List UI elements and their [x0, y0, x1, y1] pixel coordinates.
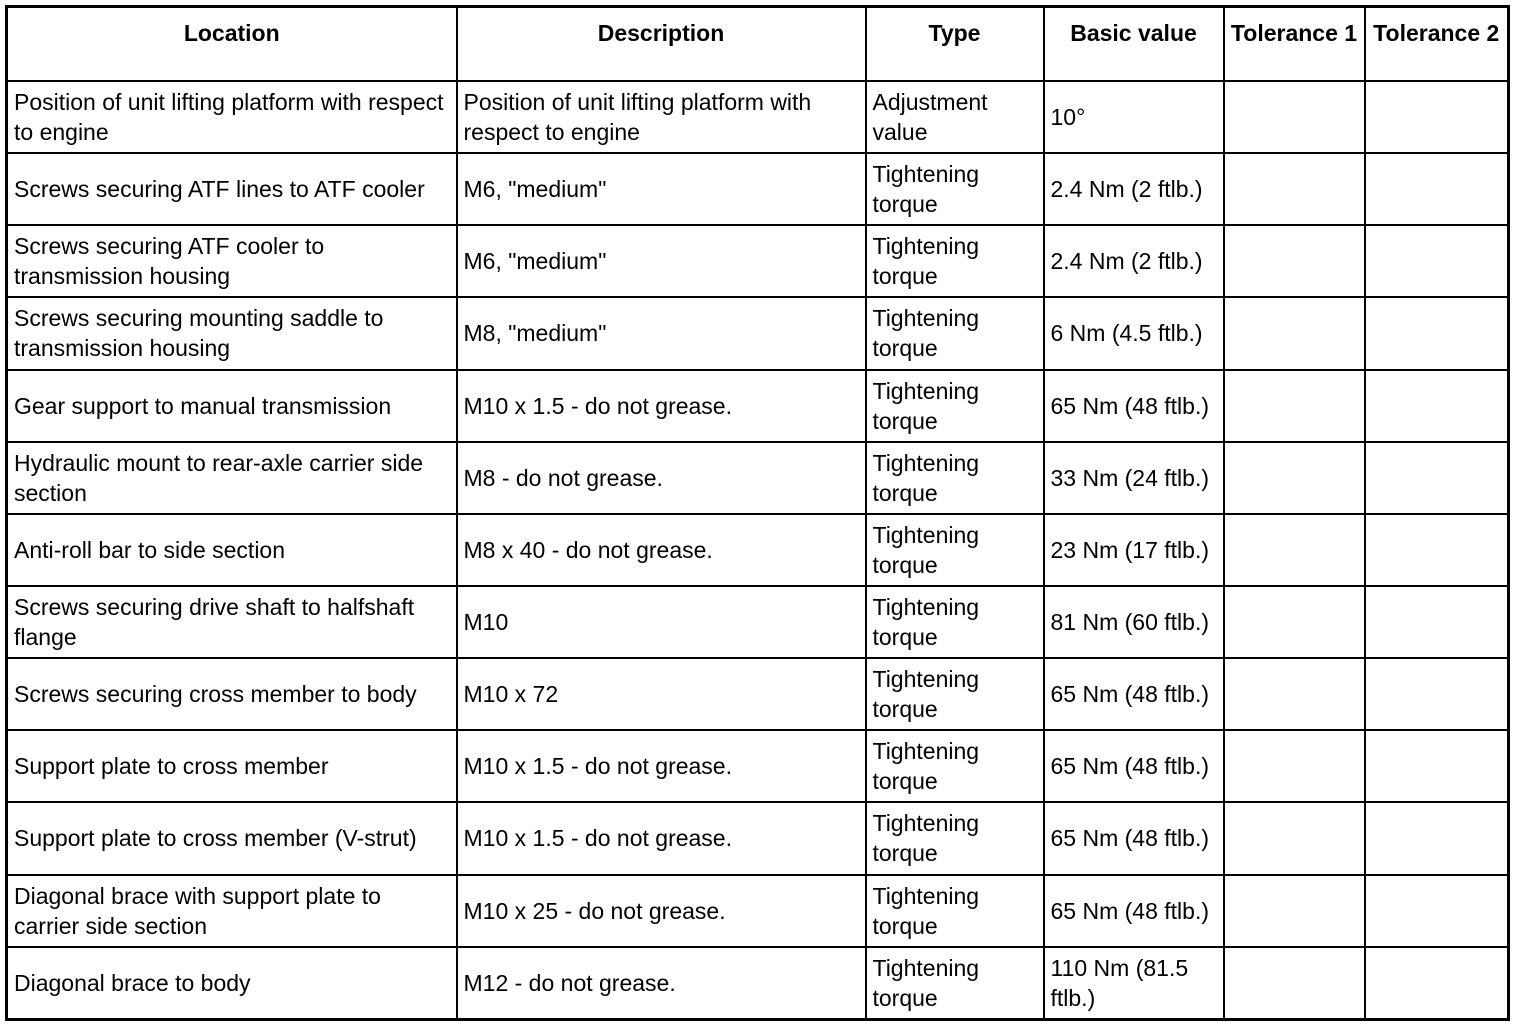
cell-tolerance-1 — [1224, 730, 1365, 802]
cell-description: M6, "medium" — [457, 225, 866, 297]
table-row — [7, 730, 1509, 802]
cell-location: Screws securing mounting saddle to transmission housing — [7, 297, 457, 369]
cell-description: M8 x 40 - do not grease. — [457, 514, 866, 586]
cell-tolerance-2 — [1365, 514, 1509, 586]
cell-description: Position of unit lifting platform with respect to engine — [457, 81, 866, 153]
cell-type: Tightening torque — [866, 153, 1044, 225]
cell-tolerance-1 — [1224, 514, 1365, 586]
specification-table — [5, 5, 1510, 1021]
cell-basic-value: 65 Nm (48 ftlb.) — [1044, 370, 1224, 442]
cell-tolerance-2 — [1365, 802, 1509, 874]
cell-description: M12 - do not grease. — [457, 947, 866, 1020]
cell-tolerance-2 — [1365, 947, 1509, 1020]
cell-tolerance-1 — [1224, 658, 1365, 730]
table-row — [7, 370, 1509, 442]
cell-type: Tightening torque — [866, 875, 1044, 947]
cell-tolerance-2 — [1365, 370, 1509, 442]
header-row — [7, 7, 1509, 82]
table-body — [7, 81, 1509, 1020]
cell-tolerance-1 — [1224, 802, 1365, 874]
cell-tolerance-2 — [1365, 297, 1509, 369]
cell-tolerance-1 — [1224, 81, 1365, 153]
cell-basic-value: 33 Nm (24 ftlb.) — [1044, 442, 1224, 514]
cell-basic-value: 81 Nm (60 ftlb.) — [1044, 586, 1224, 658]
cell-location: Hydraulic mount to rear-axle carrier side section — [7, 442, 457, 514]
cell-type: Tightening torque — [866, 514, 1044, 586]
header-location: Location — [7, 7, 457, 82]
cell-type: Tightening torque — [866, 442, 1044, 514]
cell-location: Screws securing drive shaft to halfshaft flange — [7, 586, 457, 658]
cell-basic-value: 65 Nm (48 ftlb.) — [1044, 658, 1224, 730]
table-row — [7, 802, 1509, 874]
cell-type: Tightening torque — [866, 297, 1044, 369]
cell-tolerance-1 — [1224, 586, 1365, 658]
table-row — [7, 514, 1509, 586]
cell-tolerance-1 — [1224, 297, 1365, 369]
cell-location: Diagonal brace to body — [7, 947, 457, 1020]
cell-tolerance-1 — [1224, 442, 1365, 514]
cell-tolerance-2 — [1365, 225, 1509, 297]
cell-location: Diagonal brace with support plate to carrier side section — [7, 875, 457, 947]
header-tolerance-2: Tolerance 2 — [1365, 7, 1509, 82]
cell-basic-value: 23 Nm (17 ftlb.) — [1044, 514, 1224, 586]
cell-tolerance-1 — [1224, 875, 1365, 947]
cell-location: Position of unit lifting platform with respect to engine — [7, 81, 457, 153]
cell-basic-value: 6 Nm (4.5 ftlb.) — [1044, 297, 1224, 369]
table-row — [7, 153, 1509, 225]
cell-tolerance-1 — [1224, 947, 1365, 1020]
cell-tolerance-2 — [1365, 875, 1509, 947]
header-description: Description — [457, 7, 866, 82]
cell-location: Support plate to cross member (V-strut) — [7, 802, 457, 874]
table-row — [7, 81, 1509, 153]
header-basic-value: Basic value — [1044, 7, 1224, 82]
table-row — [7, 297, 1509, 369]
cell-type: Adjustment value — [866, 81, 1044, 153]
cell-type: Tightening torque — [866, 730, 1044, 802]
cell-basic-value: 110 Nm (81.5 ftlb.) — [1044, 947, 1224, 1020]
cell-type: Tightening torque — [866, 947, 1044, 1020]
table-row — [7, 658, 1509, 730]
cell-description: M8, "medium" — [457, 297, 866, 369]
cell-tolerance-1 — [1224, 225, 1365, 297]
cell-tolerance-2 — [1365, 658, 1509, 730]
cell-tolerance-2 — [1365, 81, 1509, 153]
table-row — [7, 225, 1509, 297]
header-tolerance-1: Tolerance 1 — [1224, 7, 1365, 82]
table-row — [7, 875, 1509, 947]
table-row — [7, 586, 1509, 658]
cell-description: M10 x 25 - do not grease. — [457, 875, 866, 947]
cell-description: M10 x 1.5 - do not grease. — [457, 802, 866, 874]
cell-type: Tightening torque — [866, 225, 1044, 297]
cell-location: Anti-roll bar to side section — [7, 514, 457, 586]
cell-description: M8 - do not grease. — [457, 442, 866, 514]
cell-location: Screws securing cross member to body — [7, 658, 457, 730]
cell-tolerance-2 — [1365, 153, 1509, 225]
cell-description: M10 x 72 — [457, 658, 866, 730]
cell-description: M10 — [457, 586, 866, 658]
cell-basic-value: 10° — [1044, 81, 1224, 153]
cell-type: Tightening torque — [866, 586, 1044, 658]
cell-type: Tightening torque — [866, 370, 1044, 442]
cell-basic-value: 2.4 Nm (2 ftlb.) — [1044, 225, 1224, 297]
cell-tolerance-2 — [1365, 586, 1509, 658]
cell-location: Gear support to manual transmission — [7, 370, 457, 442]
cell-basic-value: 65 Nm (48 ftlb.) — [1044, 802, 1224, 874]
cell-type: Tightening torque — [866, 802, 1044, 874]
cell-location: Screws securing ATF cooler to transmission housing — [7, 225, 457, 297]
cell-tolerance-2 — [1365, 730, 1509, 802]
cell-tolerance-1 — [1224, 370, 1365, 442]
cell-type: Tightening torque — [866, 658, 1044, 730]
cell-location: Support plate to cross member — [7, 730, 457, 802]
cell-tolerance-2 — [1365, 442, 1509, 514]
table-row — [7, 442, 1509, 514]
cell-tolerance-1 — [1224, 153, 1365, 225]
table-row — [7, 947, 1509, 1020]
cell-basic-value: 2.4 Nm (2 ftlb.) — [1044, 153, 1224, 225]
cell-location: Screws securing ATF lines to ATF cooler — [7, 153, 457, 225]
cell-description: M10 x 1.5 - do not grease. — [457, 370, 866, 442]
cell-basic-value: 65 Nm (48 ftlb.) — [1044, 730, 1224, 802]
cell-description: M6, "medium" — [457, 153, 866, 225]
cell-basic-value: 65 Nm (48 ftlb.) — [1044, 875, 1224, 947]
cell-description: M10 x 1.5 - do not grease. — [457, 730, 866, 802]
header-type: Type — [866, 7, 1044, 82]
